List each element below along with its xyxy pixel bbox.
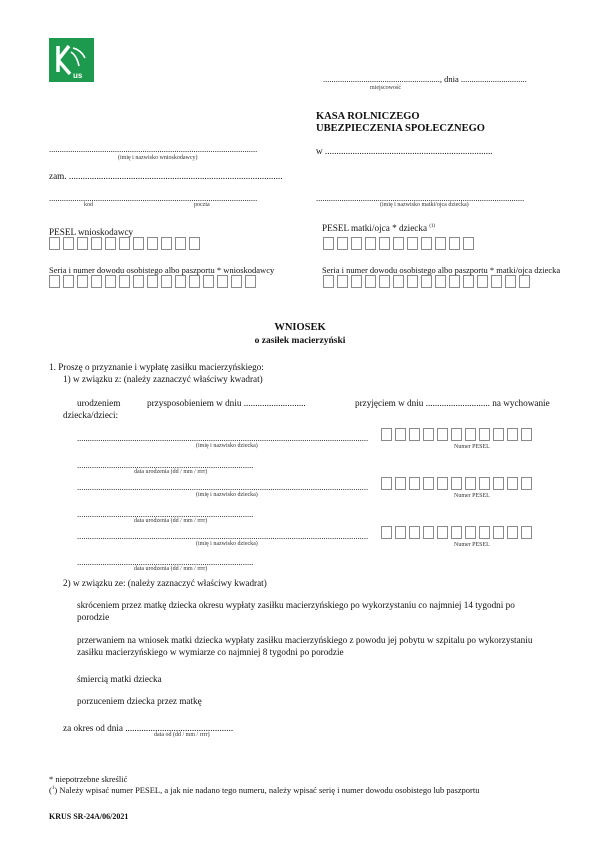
digit-box[interactable] (493, 477, 504, 490)
place-date-line[interactable]: ......................................................., dnia ............................... (323, 74, 527, 84)
digit-box[interactable] (189, 237, 200, 250)
place-hint: miejscowość (370, 85, 401, 91)
digit-box[interactable] (451, 526, 462, 539)
footnote-star: * niepotrzebne skreślić (49, 774, 128, 784)
child3-name-field[interactable]: ......................................................................................................................................... (77, 531, 369, 541)
digit-box[interactable] (479, 477, 490, 490)
digit-box[interactable] (351, 275, 362, 288)
digit-box[interactable] (463, 237, 474, 250)
digit-box[interactable] (119, 275, 130, 288)
child1-name-field[interactable]: ......................................................................................................................................... (77, 433, 369, 443)
digit-box[interactable] (77, 237, 88, 250)
digit-box[interactable] (147, 237, 158, 250)
digit-box[interactable] (393, 275, 404, 288)
digit-box[interactable] (491, 275, 502, 288)
child3-pesel-boxes[interactable] (381, 526, 535, 539)
digit-box[interactable] (323, 275, 334, 288)
digit-box[interactable] (337, 237, 348, 250)
id-applicant-boxes[interactable] (49, 275, 259, 288)
svg-text:us: us (73, 71, 83, 80)
digit-box[interactable] (465, 477, 476, 490)
digit-box[interactable] (435, 237, 446, 250)
digit-box[interactable] (437, 526, 448, 539)
child2-pesel-boxes[interactable] (381, 477, 535, 490)
digit-box[interactable] (365, 237, 376, 250)
pesel-parent-boxes[interactable] (323, 237, 477, 250)
postal-field[interactable]: .................................................................................................. (49, 193, 258, 203)
digit-box[interactable] (133, 275, 144, 288)
child2-name-field[interactable]: ......................................................................................................................................... (77, 482, 369, 492)
digit-box[interactable] (351, 237, 362, 250)
form-title: WNIOSEK (274, 322, 326, 333)
digit-box[interactable] (449, 275, 460, 288)
child2-birth-field[interactable]: ................................................................................... (77, 509, 254, 519)
digit-box[interactable] (423, 477, 434, 490)
section1-intro: 1. Proszę o przyznanie i wypłatę zasiłku macierzyńskiego: (49, 362, 264, 372)
digit-box[interactable] (407, 237, 418, 250)
digit-box[interactable] (133, 237, 144, 250)
digit-box[interactable] (423, 428, 434, 441)
digit-box[interactable] (423, 526, 434, 539)
digit-box[interactable] (493, 526, 504, 539)
address-field[interactable]: zam. ............................................................................................. (49, 171, 283, 181)
footnote-1: ($^1$) Należy wpisać numer PESEL, a jak nie nadano tego numeru, należy wpisać serię i numer dowodu osobistego lub paszportu (49, 785, 480, 795)
digit-box[interactable] (379, 275, 390, 288)
reason2-line2: zasiłku macierzyńskiego w wymiarze co najmniej 8 tygodni po porodzie (77, 647, 344, 657)
digit-box[interactable] (63, 237, 74, 250)
digit-box[interactable] (451, 428, 462, 441)
reason3[interactable]: śmiercią matki dziecka (77, 674, 162, 684)
pesel-parent-label: PESEL matki/ojca * dziecka $^{(1)}$ (322, 223, 436, 233)
option-birth[interactable]: urodzeniem (77, 398, 121, 408)
digit-box[interactable] (365, 275, 376, 288)
digit-box[interactable] (451, 477, 462, 490)
kod-hint: kod (84, 202, 93, 208)
section1-sub1: 1) w związku z: (należy zaznaczyć właściwy kwadrat) (63, 374, 263, 384)
pesel-applicant-label: PESEL wnioskodawcy (49, 227, 134, 237)
digit-box[interactable] (477, 275, 488, 288)
digit-box[interactable] (161, 275, 172, 288)
applicant-name-hint: (imię i nazwisko wnioskodawcy) (118, 155, 198, 161)
digit-box[interactable] (147, 275, 158, 288)
digit-box[interactable] (393, 237, 404, 250)
pesel-applicant-boxes[interactable] (49, 237, 203, 250)
krus-logo-icon (49, 38, 94, 82)
digit-box[interactable] (105, 275, 116, 288)
child3-name-hint: (imię i nazwisko dziecka) (196, 541, 258, 547)
digit-box[interactable] (323, 237, 334, 250)
institution-line1: KASA ROLNICZEGO (316, 111, 420, 122)
period-hint: data od (dd / mm / rrrr) (154, 732, 210, 738)
digit-box[interactable] (409, 526, 420, 539)
digit-box[interactable] (245, 275, 256, 288)
digit-box[interactable] (479, 428, 490, 441)
children-label: dziecka/dzieci: (63, 410, 119, 420)
digit-box[interactable] (465, 526, 476, 539)
digit-box[interactable] (395, 526, 406, 539)
digit-box[interactable] (161, 237, 172, 250)
child1-pesel-boxes[interactable] (381, 428, 535, 441)
krus-logo (49, 38, 94, 82)
digit-box[interactable] (381, 526, 392, 539)
digit-box[interactable] (437, 428, 448, 441)
child3-birth-field[interactable]: ................................................................................... (77, 557, 254, 567)
form-code: KRUS SR-24A/06/2021 (49, 812, 129, 821)
digit-box[interactable] (421, 275, 432, 288)
digit-box[interactable] (77, 275, 88, 288)
digit-box[interactable] (521, 526, 532, 539)
period-field[interactable]: za okres od dnia ............................................... (63, 723, 234, 733)
section1-sub2: 2) w związku ze: (należy zaznaczyć właściwy kwadrat) (63, 578, 267, 588)
digit-box[interactable] (105, 237, 116, 250)
digit-box[interactable] (409, 428, 420, 441)
digit-box[interactable] (175, 275, 186, 288)
digit-box[interactable] (507, 428, 518, 441)
id-applicant-label: Seria i numer dowodu osobistego albo paszportu * wnioskodawcy (49, 265, 275, 275)
option-fostering[interactable]: przyjęciem w dniu ............................ na wychowanie (355, 398, 550, 408)
child1-pesel-hint: Numer PESEL (454, 444, 490, 450)
digit-box[interactable] (381, 477, 392, 490)
option-adoption[interactable]: przysposobieniem w dniu ........................... (147, 398, 306, 408)
reason1-line1[interactable]: skróceniem przez matkę dziecka okresu wypłaty zasiłku macierzyńskiego po wykorzystaniu co najmniej 14 tygodni po (77, 600, 515, 610)
digit-box[interactable] (63, 275, 74, 288)
child1-birth-hint: data urodzenia (dd / mm / rrrr) (134, 469, 208, 475)
digit-box[interactable] (337, 275, 348, 288)
branch-line[interactable]: w ......................................................................... (316, 146, 493, 156)
digit-box[interactable] (49, 237, 60, 250)
poczta-hint: poczta (194, 202, 210, 208)
digit-box[interactable] (175, 237, 186, 250)
digit-box[interactable] (49, 275, 60, 288)
reason4[interactable]: porzuceniem dziecka przez matkę (77, 696, 202, 706)
digit-box[interactable] (521, 428, 532, 441)
digit-box[interactable] (493, 428, 504, 441)
child3-pesel-hint: Numer PESEL (454, 542, 490, 548)
form-subtitle: o zasiłek macierzyński (254, 336, 346, 346)
digit-box[interactable] (379, 237, 390, 250)
id-parent-label: Seria i numer dowodu osobistego albo paszportu * matki/ojca dziecka (322, 265, 561, 275)
digit-box[interactable] (91, 275, 102, 288)
reason1-line2: porodzie (77, 612, 110, 622)
digit-box[interactable] (407, 275, 418, 288)
digit-box[interactable] (91, 237, 102, 250)
digit-box[interactable] (519, 275, 530, 288)
digit-box[interactable] (189, 275, 200, 288)
digit-box[interactable] (465, 428, 476, 441)
id-parent-boxes[interactable] (323, 275, 533, 288)
digit-box[interactable] (479, 526, 490, 539)
child1-birth-field[interactable]: ................................................................................... (77, 460, 254, 470)
child2-birth-hint: data urodzenia (dd / mm / rrrr) (134, 518, 208, 524)
child1-name-hint: (imię i nazwisko dziecka) (196, 443, 258, 449)
digit-box[interactable] (231, 275, 242, 288)
digit-box[interactable] (505, 275, 516, 288)
digit-box[interactable] (449, 237, 460, 250)
digit-box[interactable] (421, 237, 432, 250)
reason2-line1[interactable]: przerwaniem na wniosek matki dziecka wypłaty zasiłku macierzyńskiego z powodu jej pobytu w szpitalu po wykorzystaniu (77, 635, 533, 645)
child2-name-hint: (imię i nazwisko dziecka) (196, 492, 258, 498)
digit-box[interactable] (217, 275, 228, 288)
digit-box[interactable] (463, 275, 474, 288)
digit-box[interactable] (203, 275, 214, 288)
child3-birth-hint: data urodzenia (dd / mm / rrrr) (134, 566, 208, 572)
child2-pesel-hint: Numer PESEL (454, 493, 490, 499)
institution-line2: UBEZPIECZENIA SPOŁECZNEGO (316, 123, 485, 134)
parent-name-field[interactable]: .................................................................................................. (316, 193, 525, 203)
digit-box[interactable] (395, 477, 406, 490)
parent-name-hint: (imię i nazwisko matki/ojca dziecka) (380, 202, 469, 208)
digit-box[interactable] (435, 275, 446, 288)
digit-box[interactable] (409, 477, 420, 490)
digit-box[interactable] (437, 477, 448, 490)
digit-box[interactable] (507, 477, 518, 490)
digit-box[interactable] (521, 477, 532, 490)
digit-box[interactable] (119, 237, 130, 250)
digit-box[interactable] (507, 526, 518, 539)
digit-box[interactable] (395, 428, 406, 441)
applicant-name-field[interactable]: .................................................................................................. (49, 144, 258, 154)
digit-box[interactable] (381, 428, 392, 441)
